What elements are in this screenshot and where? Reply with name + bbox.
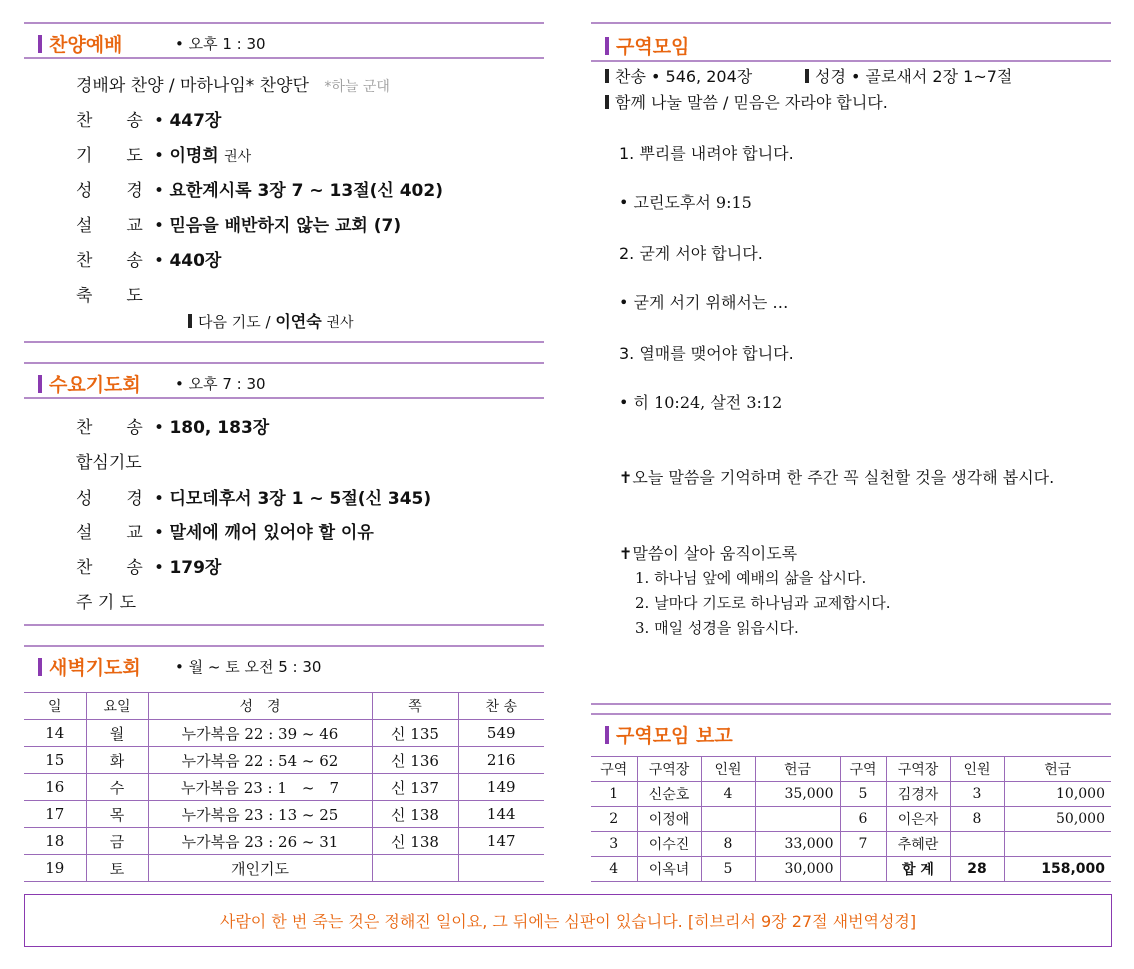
service-item: 찬 송 • 447장 [76,106,221,131]
column-header: 헌금 [755,757,840,782]
column-header: 헌금 [1004,757,1111,782]
table-cell: 누가복음 22 : 54 ~ 62 [148,747,372,774]
table-cell: 33,000 [755,832,840,857]
table-cell [840,857,886,882]
district-report-table [591,756,1111,882]
item-value: 믿음을 배반하지 않는 교회 (7) [169,216,402,236]
column-header: 인원 [701,757,755,782]
section-title-praise [38,30,122,57]
point-sub: • 고린도후서 9:15 [619,193,752,212]
point-head: 3. 열매를 맺어야 합니다. [619,344,794,363]
service-item: 기 도 • 이명희 권사 [76,141,251,166]
living-item: 2. 날마다 기도로 하나님과 교제합시다. [635,594,891,612]
column-header: 인원 [950,757,1004,782]
point-head: 1. 뿌리를 내려야 합니다. [619,144,794,163]
district-scripture [805,64,1012,87]
table-cell: 8 [950,807,1004,832]
table-cell: 147 [458,828,544,855]
table-row [24,720,544,747]
table-cell: 14 [24,720,86,747]
divider [24,624,544,626]
table-cell: 5 [840,782,886,807]
table-row [591,832,1111,857]
title-bar [605,37,609,55]
table-cell: 1 [591,782,637,807]
table-cell: 이수진 [637,832,701,857]
table-cell: 누가복음 23 : 26 ~ 31 [148,828,372,855]
intro-line [76,71,390,96]
table-row [24,774,544,801]
table-cell [1004,832,1111,857]
divider [591,703,1111,705]
next-prayer-title: 권사 [326,315,354,331]
title-bar [38,35,42,53]
table-cell: 누가복음 22 : 39 ~ 46 [148,720,372,747]
table-cell: 이은자 [886,807,950,832]
table-cell: 신 135 [372,720,458,747]
table-cell: 35,000 [755,782,840,807]
table-cell: 50,000 [1004,807,1111,832]
column-header: 성 경 [148,693,372,720]
table-row [591,857,1111,882]
column-header: 구역장 [886,757,950,782]
table-header-row [591,757,1111,782]
table-cell: 10,000 [1004,782,1111,807]
table-cell: 18 [24,828,86,855]
district-hymn-text: 찬송 • 546, 204장 [615,67,753,86]
table-row [591,807,1111,832]
divider [24,57,544,59]
table-cell: 15 [24,747,86,774]
item-value: 말세에 깨어 있어야 할 이유 [169,523,374,543]
table-cell: 6 [840,807,886,832]
item-value: 447장 [169,111,222,131]
table-cell: 30,000 [755,857,840,882]
item-label: 성 경 [76,489,143,509]
service-item [76,588,154,613]
section-title-text: 수요기도회 [49,374,141,396]
divider [24,22,544,24]
table-cell: 추혜란 [886,832,950,857]
item-value: 이명희 [169,146,219,166]
item-label: 합심기도 [76,453,142,473]
table-cell: 549 [458,720,544,747]
service-item [76,448,154,473]
table-cell: 금 [86,828,148,855]
table-row [24,747,544,774]
total-offering: 158,000 [1004,857,1111,882]
item-label: 찬 송 [76,111,143,131]
intro-main: 경배와 찬양 / 마하나임* 찬양단 [76,76,309,96]
column-header: 찬 송 [458,693,544,720]
table-cell [701,807,755,832]
table-cell: 149 [458,774,544,801]
service-item: 성 경 • 요한계시록 3장 7 ~ 13절(신 402) [76,176,443,201]
square-bullet-icon [605,95,609,109]
service-item: 찬 송 • 440장 [76,246,221,271]
table-cell: 19 [24,855,86,882]
total-label: 합 계 [886,857,950,882]
living-item: 1. 하나님 앞에 예배의 삶을 삽시다. [635,569,867,587]
table-cell: 4 [591,857,637,882]
column-header: 구역장 [637,757,701,782]
section-time: • 오후 7 : 30 [175,375,266,393]
table-cell: 2 [591,807,637,832]
service-item: 찬 송 • 179장 [76,553,221,578]
table-cell: 17 [24,801,86,828]
section-title-report [605,721,733,748]
item-label: 찬 송 [76,558,143,578]
item-label: 찬 송 [76,251,143,271]
item-label: 주 기 도 [76,593,137,613]
item-value: 179장 [169,558,222,578]
item-label: 기 도 [76,146,143,166]
service-item: 설 교 • 말세에 깨어 있어야 할 이유 [76,518,374,543]
item-label: 설 교 [76,216,143,236]
title-bar [38,375,42,393]
table-row [24,828,544,855]
divider [24,645,544,647]
table-row [24,855,544,882]
divider [591,22,1111,24]
total-count: 28 [950,857,1004,882]
table-cell: 신 137 [372,774,458,801]
table-cell: 누가복음 23 : 13 ~ 25 [148,801,372,828]
living-title: ✝말씀이 살아 움직이도록 [619,544,798,563]
item-label: 성 경 [76,181,143,201]
next-prayer [188,309,354,332]
section-title-wednesday [38,370,141,397]
intro-note: *하늘 군대 [324,79,390,95]
reflection-text: ✝오늘 말씀을 기억하며 한 주간 꼭 실천할 것을 생각해 봅시다. [619,468,1055,487]
table-cell: 5 [701,857,755,882]
table-cell: 144 [458,801,544,828]
district-hymn [605,64,752,87]
service-item [76,281,154,306]
section-time: • 월 ~ 토 오전 5 : 30 [175,658,322,676]
table-cell: 수 [86,774,148,801]
table-cell: 216 [458,747,544,774]
table-cell: 토 [86,855,148,882]
item-value: 180, 183장 [169,418,270,438]
point-sub: • 굳게 서기 위해서는 … [619,293,789,312]
table-cell: 월 [86,720,148,747]
table-header-row [24,693,544,720]
point-sub: • 히 10:24, 살전 3:12 [619,393,783,412]
dawn-schedule-table [24,692,544,882]
table-cell: 16 [24,774,86,801]
column-header: 일 [24,693,86,720]
living-item: 3. 매일 성경을 읽읍시다. [635,619,799,637]
table-cell: 화 [86,747,148,774]
table-cell: 신순호 [637,782,701,807]
column-header: 구역 [591,757,637,782]
section-title-district [605,32,689,59]
next-prayer-name: 이연숙 [275,312,322,331]
table-cell: 이옥녀 [637,857,701,882]
item-suffix: 권사 [224,149,252,165]
item-value: 디모데후서 3장 1 ~ 5절(신 345) [169,489,432,509]
table-row [24,801,544,828]
item-value: 440장 [169,251,222,271]
column-header: 쪽 [372,693,458,720]
column-header: 요일 [86,693,148,720]
item-value: 요한계시록 3장 7 ~ 13절(신 402) [169,181,443,201]
item-label: 설 교 [76,523,143,543]
table-cell: 8 [701,832,755,857]
table-cell: 김경자 [886,782,950,807]
item-label: 찬 송 [76,418,143,438]
title-bar [605,726,609,744]
divider [591,60,1111,62]
section-title-text: 구역모임 [616,36,690,58]
section-title-dawn [38,653,141,680]
district-scripture-text: 성경 • 골로새서 2장 1~7절 [815,67,1013,86]
square-bullet-icon [805,69,809,83]
section-time: • 오후 1 : 30 [175,35,266,53]
table-row [591,782,1111,807]
footer-verse-box [24,894,1112,947]
title-bar [38,658,42,676]
footer-verse: 사람이 한 번 죽는 것은 정해진 일이요, 그 뒤에는 심판이 있습니다. [히브리서 9장 27절 새번역성경] [219,912,917,931]
square-bullet-icon [188,314,192,328]
section-title-text: 새벽기도회 [49,657,141,679]
table-cell: 7 [840,832,886,857]
table-cell: 누가복음 23 : 1 ~ 7 [148,774,372,801]
square-bullet-icon [605,69,609,83]
item-label: 축 도 [76,286,143,306]
table-cell: 신 138 [372,828,458,855]
section-title-text: 구역모임 보고 [616,725,733,747]
divider [24,341,544,343]
shared-word [605,90,888,113]
point-head: 2. 굳게 서야 합니다. [619,244,763,263]
table-cell: 개인기도 [148,855,372,882]
table-cell: 3 [950,782,1004,807]
table-cell: 3 [591,832,637,857]
table-cell [755,807,840,832]
divider [24,362,544,364]
divider [591,713,1111,715]
table-cell: 신 136 [372,747,458,774]
service-item: 설 교 • 믿음을 배반하지 않는 교회 (7) [76,211,401,236]
shared-word-text: 함께 나눌 말씀 / 믿음은 자라야 합니다. [615,93,888,112]
service-item: 찬 송 • 180, 183장 [76,413,269,438]
table-cell [458,855,544,882]
table-cell [372,855,458,882]
next-prayer-label: 다음 기도 / [198,313,271,331]
table-cell: 이정애 [637,807,701,832]
column-header: 구역 [840,757,886,782]
table-cell: 신 138 [372,801,458,828]
table-cell: 목 [86,801,148,828]
section-title-text: 찬양예배 [49,34,123,56]
table-cell [950,832,1004,857]
service-item: 성 경 • 디모데후서 3장 1 ~ 5절(신 345) [76,484,431,509]
table-cell: 4 [701,782,755,807]
divider [24,397,544,399]
